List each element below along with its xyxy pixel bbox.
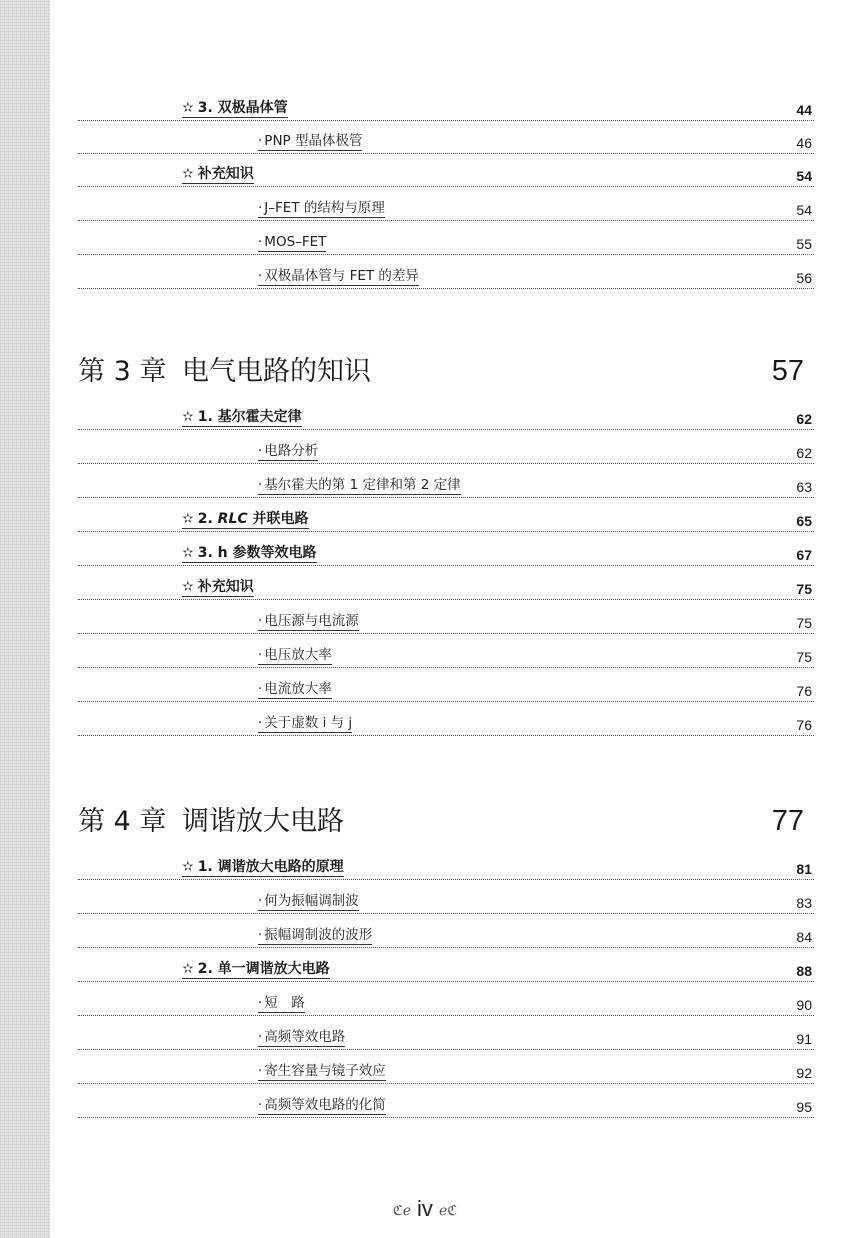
toc-page-number: 62 — [796, 444, 812, 461]
bullet-icon: · — [258, 200, 263, 217]
bullet-icon: · — [258, 443, 263, 460]
toc-section-row[interactable] — [78, 543, 814, 566]
toc-page-number: 91 — [796, 1030, 812, 1047]
chapter-heading[interactable] — [78, 348, 814, 392]
toc-section-label: ✫ 1. 基尔霍夫定律 — [182, 410, 302, 427]
page-margin-strip — [0, 0, 50, 1238]
toc-item-row[interactable] — [78, 1027, 814, 1050]
bullet-icon: · — [258, 647, 263, 664]
toc-item-label: · 电压源与电流源 — [258, 613, 359, 630]
star-icon: ✫ — [182, 510, 194, 527]
footer-page-number: iv — [417, 1196, 433, 1221]
toc-page-number: 84 — [796, 928, 812, 945]
toc-page-number: 67 — [796, 546, 812, 563]
toc-section-label: ✫ 3. 双极晶体管 — [182, 101, 288, 118]
toc-item-label: · MOS–FET — [258, 234, 327, 251]
toc-section-row[interactable] — [78, 98, 814, 121]
toc-section-label: ✫ 2. RLC 并联电路 — [182, 512, 309, 529]
bullet-icon: · — [258, 234, 263, 251]
bullet-icon: · — [258, 995, 263, 1012]
ornament-right-icon: ℯℭ — [438, 1201, 458, 1218]
toc-item-label: · 高频等效电路的化简 — [258, 1097, 386, 1114]
star-icon: ✫ — [182, 858, 194, 875]
toc-section-label: ✫ 补充知识 — [182, 580, 254, 597]
bullet-icon: · — [258, 613, 263, 630]
toc-item-row[interactable] — [78, 1095, 814, 1118]
toc-item-row[interactable] — [78, 679, 814, 702]
star-icon: ✫ — [182, 544, 194, 561]
chapter-heading[interactable] — [78, 798, 814, 842]
toc-item-label: · 电流放大率 — [258, 681, 332, 698]
toc-page-number: 75 — [796, 614, 812, 631]
toc-item-label: · 振幅调制波的波形 — [258, 927, 373, 944]
toc-item-label: · 电压放大率 — [258, 647, 332, 664]
star-icon: ✫ — [182, 99, 194, 116]
toc-section-label: ✫ 1. 调谐放大电路的原理 — [182, 860, 344, 877]
toc-section-label: ✫ 3. h 参数等效电路 — [182, 546, 317, 563]
toc-page-number: 81 — [796, 860, 812, 877]
chapter-number: 第 4 章 — [78, 806, 167, 837]
toc-item-row[interactable] — [78, 611, 814, 634]
toc-item-label: · 关于虚数 i 与 j — [258, 715, 353, 732]
toc-page-number: 75 — [796, 580, 812, 597]
toc-section-row[interactable] — [78, 857, 814, 880]
toc-item-row[interactable] — [78, 1061, 814, 1084]
toc-item-label: · 何为振幅调制波 — [258, 893, 359, 910]
bullet-icon: · — [258, 133, 263, 150]
toc-page-number: 76 — [796, 682, 812, 699]
page-footer — [0, 1196, 850, 1222]
bullet-icon: · — [258, 477, 263, 494]
toc-item-label: · 短 路 — [258, 995, 305, 1012]
toc-page-number: 63 — [796, 478, 812, 495]
toc-item-row[interactable] — [78, 232, 814, 255]
star-icon: ✫ — [182, 960, 194, 977]
toc-item-row[interactable] — [78, 266, 814, 289]
toc-item-label: · 寄生容量与镜子效应 — [258, 1063, 386, 1080]
chapter-page-number: 57 — [771, 355, 804, 387]
bullet-icon: · — [258, 927, 263, 944]
toc-page-number: 54 — [796, 167, 812, 184]
chapter-title: 电气电路的知识 — [182, 356, 371, 387]
toc-section-row[interactable] — [78, 164, 814, 187]
toc-page-number: 95 — [796, 1098, 812, 1115]
toc-item-row[interactable] — [78, 993, 814, 1016]
bullet-icon: · — [258, 681, 263, 698]
toc-page-number: 54 — [796, 201, 812, 218]
toc-item-row[interactable] — [78, 891, 814, 914]
toc-page-number: 62 — [796, 410, 812, 427]
toc-item-row[interactable] — [78, 475, 814, 498]
star-icon: ✫ — [182, 408, 194, 425]
bullet-icon: · — [258, 1097, 263, 1114]
toc-page-number: 88 — [796, 962, 812, 979]
toc-item-row[interactable] — [78, 713, 814, 736]
toc-page-number: 65 — [796, 512, 812, 529]
bullet-icon: · — [258, 268, 263, 285]
toc-item-row[interactable] — [78, 198, 814, 221]
toc-section-row[interactable] — [78, 509, 814, 532]
toc-page-number: 76 — [796, 716, 812, 733]
toc-page-number: 92 — [796, 1064, 812, 1081]
bullet-icon: · — [258, 893, 263, 910]
toc-page-number: 44 — [796, 101, 812, 118]
toc-page-number: 83 — [796, 894, 812, 911]
toc-item-label: · J–FET 的结构与原理 — [258, 200, 385, 217]
toc-section-row[interactable] — [78, 577, 814, 600]
toc-item-label: · 高频等效电路 — [258, 1029, 346, 1046]
toc-item-label: · 基尔霍夫的第 1 定律和第 2 定律 — [258, 477, 461, 494]
toc-page-number: 90 — [796, 996, 812, 1013]
toc-page-number: 56 — [796, 269, 812, 286]
chapter-page-number: 77 — [771, 805, 804, 837]
bullet-icon: · — [258, 1063, 263, 1080]
bullet-icon: · — [258, 1029, 263, 1046]
ornament-left-icon: ℭℯ — [392, 1201, 412, 1218]
toc-item-label: · PNP 型晶体极管 — [258, 133, 363, 150]
toc-page-number: 75 — [796, 648, 812, 665]
toc-section-row[interactable] — [78, 959, 814, 982]
toc-item-row[interactable] — [78, 131, 814, 154]
toc-item-row[interactable] — [78, 441, 814, 464]
toc-item-label: · 电路分析 — [258, 443, 319, 460]
toc-page-number: 46 — [796, 134, 812, 151]
toc-section-label: ✫ 补充知识 — [182, 167, 254, 184]
bullet-icon: · — [258, 715, 263, 732]
chapter-number: 第 3 章 — [78, 356, 167, 387]
star-icon: ✫ — [182, 165, 194, 182]
toc-item-label: · 双极晶体管与 FET 的差异 — [258, 268, 419, 285]
star-icon: ✫ — [182, 578, 194, 595]
toc-item-row[interactable] — [78, 925, 814, 948]
toc-page-number: 55 — [796, 235, 812, 252]
toc-section-row[interactable] — [78, 407, 814, 430]
chapter-title: 调谐放大电路 — [182, 806, 344, 837]
toc-item-row[interactable] — [78, 645, 814, 668]
toc-section-label: ✫ 2. 单一调谐放大电路 — [182, 962, 330, 979]
